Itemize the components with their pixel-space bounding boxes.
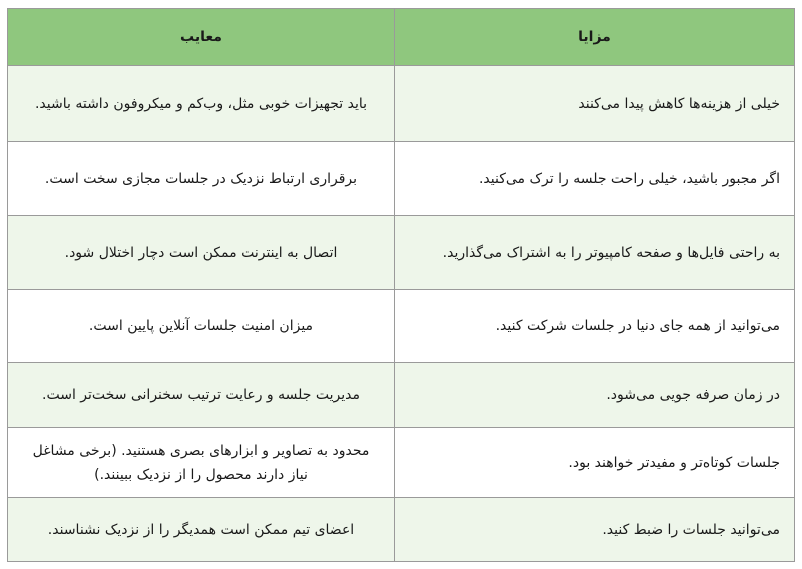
con-cell: محدود به تصاویر و ابزارهای بصری هستنید. (برخی مشاغل نیاز دارند محصول را از نزدیک ببینند.) <box>8 428 395 498</box>
con-cell: اعضای تیم ممکن است همدیگر را از نزدیک نشناسند. <box>8 498 395 562</box>
pro-cell: جلسات کوتاه‌تر و مفیدتر خواهند بود. <box>395 428 795 498</box>
pros-cons-table <box>7 8 795 562</box>
pro-cell: خیلی از هزینه‌ها کاهش پیدا می‌کنند <box>395 66 795 142</box>
con-cell: باید تجهیزات خوبی مثل، وب‌کم و میکروفون داشته باشید. <box>8 66 395 142</box>
table-row <box>8 290 795 363</box>
pro-cell: اگر مجبور باشید، خیلی راحت جلسه را ترک می‌کنید. <box>395 142 795 216</box>
pro-cell: به راحتی فایل‌ها و صفحه کامپیوتر را به اشتراک می‌گذارید. <box>395 216 795 290</box>
pro-cell: در زمان صرفه جویی می‌شود. <box>395 363 795 428</box>
table-row <box>8 428 795 498</box>
con-cell: برقراری ارتباط نزدیک در جلسات مجازی سخت است. <box>8 142 395 216</box>
table-row <box>8 142 795 216</box>
table-row <box>8 363 795 428</box>
con-cell: اتصال به اینترنت ممکن است دچار اختلال شود. <box>8 216 395 290</box>
header-pros: مزایا <box>395 9 795 66</box>
con-cell: مدیریت جلسه و رعایت ترتیب سخنرانی سخت‌تر است. <box>8 363 395 428</box>
pro-cell: می‌توانید جلسات را ضبط کنید. <box>395 498 795 562</box>
table-row <box>8 498 795 562</box>
table-row <box>8 216 795 290</box>
table-row <box>8 66 795 142</box>
header-cons: معایب <box>8 9 395 66</box>
pro-cell: می‌توانید از همه جای دنیا در جلسات شرکت کنید. <box>395 290 795 363</box>
header-row <box>8 9 795 66</box>
comparison-table-wrapper <box>7 8 794 562</box>
con-cell: میزان امنیت جلسات آنلاین پایین است. <box>8 290 395 363</box>
